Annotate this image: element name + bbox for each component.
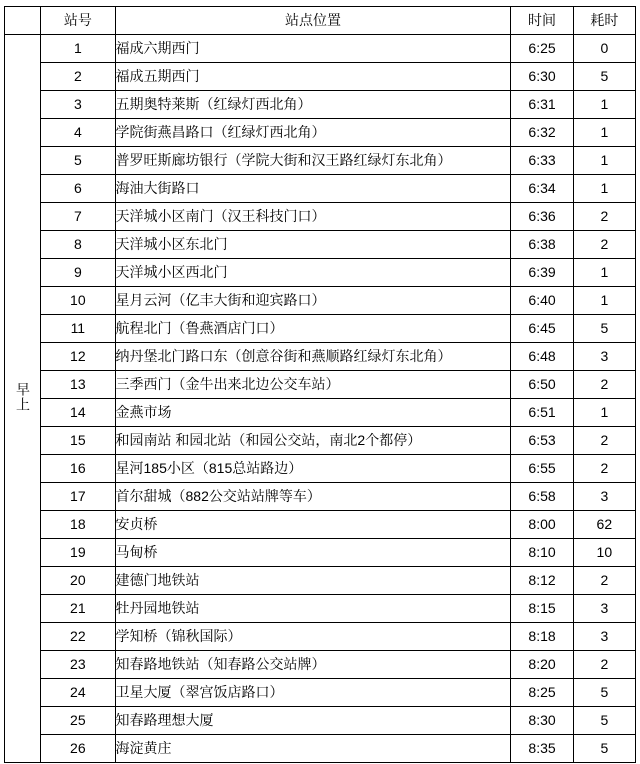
cell-station-no: 23: [41, 651, 115, 679]
table-row: [5, 119, 636, 147]
bus-schedule-table: [4, 6, 636, 763]
cell-station-no: 5: [41, 147, 115, 175]
cell-station-no: 10: [41, 287, 115, 315]
cell-station-no: 6: [41, 175, 115, 203]
cell-station-duration: 2: [573, 231, 635, 259]
cell-station-no: 24: [41, 679, 115, 707]
cell-station-location: 和园南站 和园北站（和园公交站，南北2个都停）: [115, 427, 511, 455]
cell-station-no: 4: [41, 119, 115, 147]
table-row: [5, 399, 636, 427]
cell-station-location: 福成五期西门: [115, 63, 511, 91]
cell-station-location: 海油大街路口: [115, 175, 511, 203]
cell-station-duration: 1: [573, 399, 635, 427]
cell-station-time: 8:10: [511, 539, 573, 567]
table-row: [5, 455, 636, 483]
cell-station-duration: 5: [573, 707, 635, 735]
cell-station-duration: 5: [573, 63, 635, 91]
cell-station-time: 6:58: [511, 483, 573, 511]
cell-station-time: 6:40: [511, 287, 573, 315]
table-row: [5, 63, 636, 91]
cell-station-time: 8:20: [511, 651, 573, 679]
header-location: 站点位置: [115, 7, 511, 35]
cell-station-duration: 1: [573, 175, 635, 203]
cell-station-location: 航程北门（鲁燕酒店门口）: [115, 315, 511, 343]
cell-station-no: 1: [41, 35, 115, 63]
cell-station-location: 星月云河（亿丰大街和迎宾路口）: [115, 287, 511, 315]
table-row: [5, 371, 636, 399]
cell-station-time: 8:15: [511, 595, 573, 623]
cell-station-location: 知春路地铁站（知春路公交站牌）: [115, 651, 511, 679]
table-row: [5, 623, 636, 651]
cell-station-time: 8:30: [511, 707, 573, 735]
cell-station-duration: 2: [573, 427, 635, 455]
cell-station-duration: 1: [573, 259, 635, 287]
table-header: [5, 7, 636, 35]
table-row: [5, 315, 636, 343]
cell-station-no: 8: [41, 231, 115, 259]
cell-station-location: 学院街燕昌路口（红绿灯西北角）: [115, 119, 511, 147]
table-row: [5, 511, 636, 539]
table-row: [5, 567, 636, 595]
header-duration: 耗时: [573, 7, 635, 35]
cell-station-location: 星河185小区（815总站路边）: [115, 455, 511, 483]
cell-station-location: 普罗旺斯廊坊银行（学院大街和汉王路红绿灯东北角）: [115, 147, 511, 175]
cell-station-time: 6:38: [511, 231, 573, 259]
cell-station-time: 6:25: [511, 35, 573, 63]
cell-station-no: 18: [41, 511, 115, 539]
cell-station-no: 3: [41, 91, 115, 119]
cell-station-time: 6:45: [511, 315, 573, 343]
cell-station-time: 6:32: [511, 119, 573, 147]
cell-station-no: 25: [41, 707, 115, 735]
cell-station-no: 14: [41, 399, 115, 427]
cell-station-location: 纳丹堡北门路口东（创意谷街和燕顺路红绿灯东北角）: [115, 343, 511, 371]
table-row: [5, 539, 636, 567]
table-row: [5, 735, 636, 763]
table-row: [5, 35, 636, 63]
table-row: [5, 651, 636, 679]
table-row: [5, 679, 636, 707]
cell-station-time: 6:33: [511, 147, 573, 175]
table-row: [5, 259, 636, 287]
cell-station-no: 16: [41, 455, 115, 483]
period-label-cell: [5, 35, 41, 763]
cell-station-location: 安贞桥: [115, 511, 511, 539]
cell-station-duration: 3: [573, 595, 635, 623]
cell-station-duration: 3: [573, 623, 635, 651]
table-row: [5, 707, 636, 735]
cell-station-no: 17: [41, 483, 115, 511]
table-row: [5, 231, 636, 259]
cell-station-time: 6:31: [511, 91, 573, 119]
cell-station-location: 马甸桥: [115, 539, 511, 567]
cell-station-time: 8:18: [511, 623, 573, 651]
cell-station-duration: 10: [573, 539, 635, 567]
cell-station-duration: 1: [573, 287, 635, 315]
cell-station-duration: 2: [573, 651, 635, 679]
cell-station-location: 五期奥特莱斯（红绿灯西北角）: [115, 91, 511, 119]
table-header-row: [5, 7, 636, 35]
cell-station-no: 7: [41, 203, 115, 231]
cell-station-time: 8:12: [511, 567, 573, 595]
cell-station-duration: 2: [573, 371, 635, 399]
cell-station-no: 21: [41, 595, 115, 623]
table-row: [5, 91, 636, 119]
table-row: [5, 343, 636, 371]
cell-station-no: 20: [41, 567, 115, 595]
cell-station-location: 天洋城小区南门（汉王科技门口）: [115, 203, 511, 231]
cell-station-duration: 2: [573, 567, 635, 595]
cell-station-time: 8:35: [511, 735, 573, 763]
cell-station-no: 11: [41, 315, 115, 343]
cell-station-time: 6:34: [511, 175, 573, 203]
cell-station-no: 2: [41, 63, 115, 91]
cell-station-time: 6:30: [511, 63, 573, 91]
cell-station-location: 牡丹园地铁站: [115, 595, 511, 623]
table-row: [5, 147, 636, 175]
table-row: [5, 483, 636, 511]
table-row: [5, 175, 636, 203]
cell-station-duration: 3: [573, 483, 635, 511]
cell-station-location: 福成六期西门: [115, 35, 511, 63]
cell-station-no: 15: [41, 427, 115, 455]
cell-station-no: 22: [41, 623, 115, 651]
cell-station-location: 三季西门（金牛出来北边公交车站）: [115, 371, 511, 399]
cell-station-location: 海淀黄庄: [115, 735, 511, 763]
table-row: [5, 203, 636, 231]
cell-station-time: 6:50: [511, 371, 573, 399]
cell-station-no: 13: [41, 371, 115, 399]
table-row: [5, 427, 636, 455]
cell-station-location: 建德门地铁站: [115, 567, 511, 595]
cell-station-no: 26: [41, 735, 115, 763]
cell-station-location: 天洋城小区西北门: [115, 259, 511, 287]
cell-station-no: 19: [41, 539, 115, 567]
cell-station-location: 金燕市场: [115, 399, 511, 427]
cell-station-location: 卫星大厦（翠宫饭店路口）: [115, 679, 511, 707]
period-label: 早上: [15, 381, 32, 412]
cell-station-location: 知春路理想大厦: [115, 707, 511, 735]
cell-station-time: 8:25: [511, 679, 573, 707]
table-row: [5, 287, 636, 315]
cell-station-duration: 5: [573, 735, 635, 763]
cell-station-no: 9: [41, 259, 115, 287]
cell-station-time: 6:39: [511, 259, 573, 287]
cell-station-time: 6:53: [511, 427, 573, 455]
cell-station-duration: 1: [573, 147, 635, 175]
cell-station-location: 天洋城小区东北门: [115, 231, 511, 259]
cell-station-time: 6:36: [511, 203, 573, 231]
cell-station-duration: 2: [573, 455, 635, 483]
table-body: [5, 35, 636, 763]
cell-station-duration: 0: [573, 35, 635, 63]
cell-station-duration: 5: [573, 679, 635, 707]
header-period-spacer: [5, 7, 41, 35]
cell-station-time: 6:48: [511, 343, 573, 371]
cell-station-duration: 62: [573, 511, 635, 539]
cell-station-no: 12: [41, 343, 115, 371]
cell-station-location: 首尔甜城（882公交站站牌等车）: [115, 483, 511, 511]
cell-station-duration: 3: [573, 343, 635, 371]
header-no: 站号: [41, 7, 115, 35]
header-time: 时间: [511, 7, 573, 35]
cell-station-location: 学知桥（锦秋国际）: [115, 623, 511, 651]
cell-station-time: 8:00: [511, 511, 573, 539]
cell-station-time: 6:55: [511, 455, 573, 483]
cell-station-duration: 1: [573, 91, 635, 119]
cell-station-duration: 1: [573, 119, 635, 147]
table-row: [5, 595, 636, 623]
cell-station-duration: 2: [573, 203, 635, 231]
cell-station-time: 6:51: [511, 399, 573, 427]
cell-station-duration: 5: [573, 315, 635, 343]
